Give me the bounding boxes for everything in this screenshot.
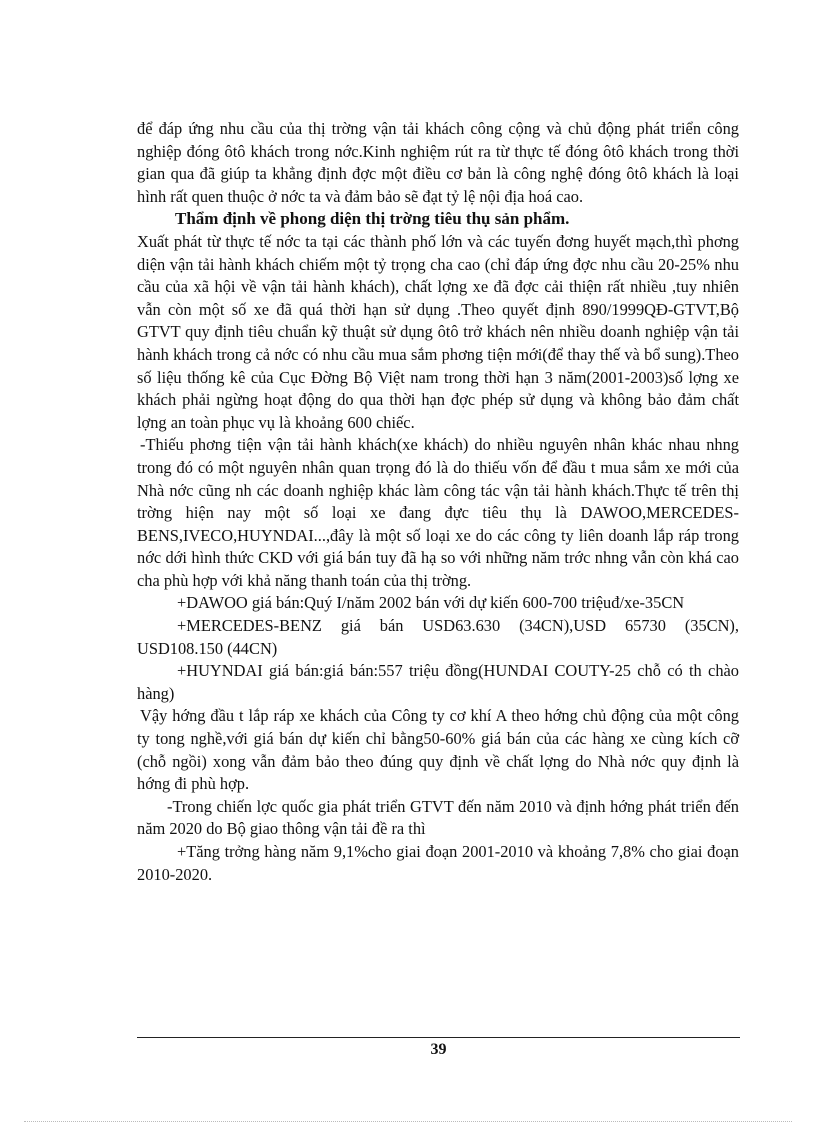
price-item-dawoo: +DAWOO giá bán:Quý I/năm 2002 bán với dự kiến 600-700 triệuđ/xe-35CN: [177, 593, 685, 613]
paragraph-market-origin: Xuất phát từ thực tế nớc ta tại các thành phố lớn và các tuyến đơng huyết mạch,thì phơng diện vận tải hành khách chiếm một tỷ trọng cha cao (chỉ đáp ứng đợc nhu cầu 20-25% nhu cầu của xã hội về vận tải hành khách), chất lợng xe đã đợc cải thiện rất nhiều ,tuy nhiên vẫn còn một số xe đã quá thời hạn sử dụng .Theo quyết định 890/1999QĐ-GTVT,Bộ GTVT quy định tiêu chuẩn kỹ thuật sử dụng ôtô trở khách nên nhiều doanh nghiệp vận tải hành khách trong cả nớc có nhu cầu mua sắm phơng tiện mới(để thay thế và bổ sung).Theo số liệu thống kê của Cục Đờng Bộ Việt nam trong thời hạn 3 năm(2001-2003)số lợng xe khách phải ngừng hoạt động do qua thời hạn đợc phép sử dụng và không bảo đảm chất lợng an toàn phục vụ là khoảng 600 chiếc.: [137, 231, 739, 432]
page-number: 39: [430, 1041, 447, 1058]
price-item-mercedes: +MERCEDES-BENZ giá bán USD63.630 (34CN),USD 65730 (35CN), USD108.150 (44CN): [137, 616, 739, 658]
paragraph-national-strategy: -Trong chiến lợc quốc gia phát triển GTVT đến năm 2010 và định hớng phát triển đến năm 2020 do Bộ giao thông vận tải đề ra thì: [137, 796, 739, 839]
paragraph-intro: để đáp ứng nhu cầu của thị trờng vận tải khách công cộng và chủ động phát triển công nghiệp đóng ôtô khách trong nớc.Kinh nghiệm rút ra từ thực tế đóng ôtô khách trong thời gian qua đã giúp ta khẳng định đợc một điều cơ bản là công nghệ đóng ôtô khách là loại hình rất quen thuộc ở nớc ta và đảm bảo sẽ đạt tỷ lệ nội địa hoá cao.: [137, 119, 739, 206]
body-text: [137, 118, 739, 886]
page-bottom-dotted-line: [24, 1121, 792, 1122]
section-heading: Thẩm định về phong diện thị trờng tiêu thụ sản phẩm.: [175, 209, 570, 229]
price-item-huyndai: +HUYNDAI giá bán:giá bán:557 triệu đồng(HUNDAI COUTY-25 chỗ có th chào hàng): [137, 661, 739, 703]
paragraph-investment-direction: Vậy hớng đầu t lắp ráp xe khách của Công ty cơ khí A theo hớng chủ động của một công ty tong nghề,với giá bán dự kiến chỉ bằng50-60% giá bán của các hàng xe cùng kích cỡ (chỗ ngồi) xong vẫn đảm bảo theo đúng quy định về chất lợng do Nhà nớc quy định là hớng đi phù hợp.: [137, 706, 739, 794]
paragraph-vehicle-shortage: -Thiếu phơng tiện vận tải hành khách(xe khách) do nhiều nguyên nhân khác nhau nhng trong đó có một nguyên nhân quan trọng đó là do thiếu vốn để đầu t mua sắm xe mới của Nhà nớc cũng nh các doanh nghiệp khác làm công tác vận tải hành khách.Thực tế trên thị trờng hiện nay một số loại xe đang đực tiêu thụ là DAWOO,MERCEDES-BENS,IVECO,HUYNDAI...,đây là một số loại xe do các công ty liên doanh lắp ráp trong nớc dới hình thức CKD với giá bán tuy đã hạ so với những năm trớc nhng vẫn còn khá cao cha phù hợp với khả năng thanh toán của thị trờng.: [137, 435, 739, 590]
footer-divider: [137, 1037, 740, 1038]
paragraph-growth-rate: +Tăng trởng hàng năm 9,1%cho giai đoạn 2001-2010 và khoảng 7,8% cho giai đoạn 2010-2020.: [137, 842, 739, 884]
